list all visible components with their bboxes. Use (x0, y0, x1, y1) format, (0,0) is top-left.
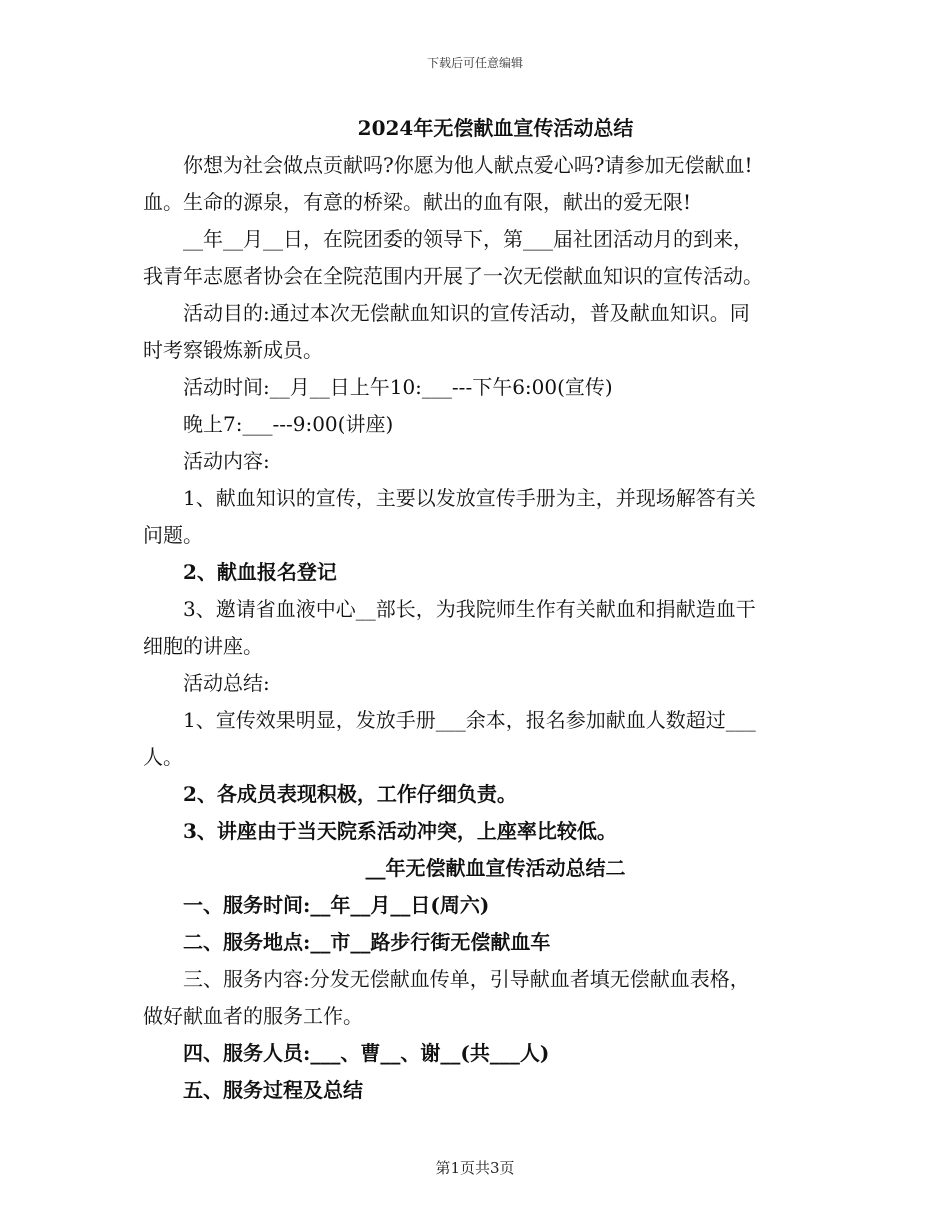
paragraph (143, 369, 808, 406)
page-footer-number: 第1页共3页 (435, 1159, 515, 1177)
paragraph-line: 3、邀请省血液中心__部长，为我院师生作有关献血和捐献造血干 (183, 597, 756, 621)
paragraph (143, 702, 808, 776)
paragraph (143, 295, 808, 369)
paragraph (143, 406, 808, 443)
paragraph (143, 554, 808, 591)
paragraph (143, 813, 808, 850)
document-body (143, 110, 808, 1109)
paragraph (143, 443, 808, 480)
paragraph-line: 活动时间:__月__日上午10:___---下午6:00(宣传) (183, 375, 613, 399)
paragraph-line: 2、献血报名登记 (183, 560, 337, 584)
paragraph-line: 血。生命的源泉，有意的桥梁。献出的血有限，献出的爱无限! (143, 190, 692, 214)
paragraph-line: 人。 (143, 745, 183, 769)
paragraph-line: 活动总结: (183, 671, 270, 695)
paragraph-line: 1、献血知识的宣传，主要以发放宣传手册为主，并现场解答有关 (183, 486, 756, 510)
paragraph-line: 问题。 (143, 523, 203, 547)
paragraph-line: 活动内容: (183, 449, 270, 473)
paragraph (143, 221, 808, 295)
paragraph-line: 你想为社会做点贡献吗?你愿为他人献点爱心吗?请参加无偿献血! (183, 153, 753, 177)
paragraph (143, 961, 808, 1035)
paragraph-line: 我青年志愿者协会在全院范围内开展了一次无偿献血知识的宣传活动。 (143, 264, 763, 288)
paragraph-line: 五、服务过程及总结 (183, 1078, 363, 1102)
section-subtitle: __年无偿献血宣传活动总结二 (365, 856, 626, 880)
paragraph-line: 二、服务地点:__市__路步行街无偿献血车 (183, 930, 551, 954)
paragraph-line: 做好献血者的服务工作。 (143, 1004, 363, 1028)
paragraph-line: 1、宣传效果明显，发放手册___余本，报名参加献血人数超过___ (183, 708, 756, 732)
paragraph (143, 1035, 808, 1072)
paragraph-line: __年__月__日，在院团委的领导下，第___届社团活动月的到来， (183, 227, 753, 251)
paragraph-line: 晚上7:___---9:00(讲座) (183, 412, 394, 436)
paragraph-line: 2、各成员表现积极，工作仔细负责。 (183, 782, 517, 806)
paragraph (143, 1072, 808, 1109)
paragraph (143, 480, 808, 554)
paragraph-line: 细胞的讲座。 (143, 634, 263, 658)
paragraph (143, 147, 808, 221)
paragraph (143, 776, 808, 813)
paragraph-line: 四、服务人员:___、曹__、谢__(共___人) (183, 1041, 550, 1065)
page-header-note: 下载后可任意编辑 (426, 56, 523, 70)
paragraph-line: 三、服务内容:分发无偿献血传单，引导献血者填无偿献血表格， (183, 967, 750, 991)
paragraph-line: 活动目的:通过本次无偿献血知识的宣传活动，普及献血知识。同 (183, 301, 750, 325)
paragraph (143, 887, 808, 924)
paragraph (143, 924, 808, 961)
paragraph-line: 一、服务时间:__年__月__日(周六) (183, 893, 490, 917)
paragraph-line: 时考察锻炼新成员。 (143, 338, 323, 362)
document-title: 2024年无偿献血宣传活动总结 (357, 116, 634, 140)
paragraph-line: 3、讲座由于当天院系活动冲突，上座率比较低。 (183, 819, 617, 843)
paragraph (143, 665, 808, 702)
paragraph (143, 591, 808, 665)
